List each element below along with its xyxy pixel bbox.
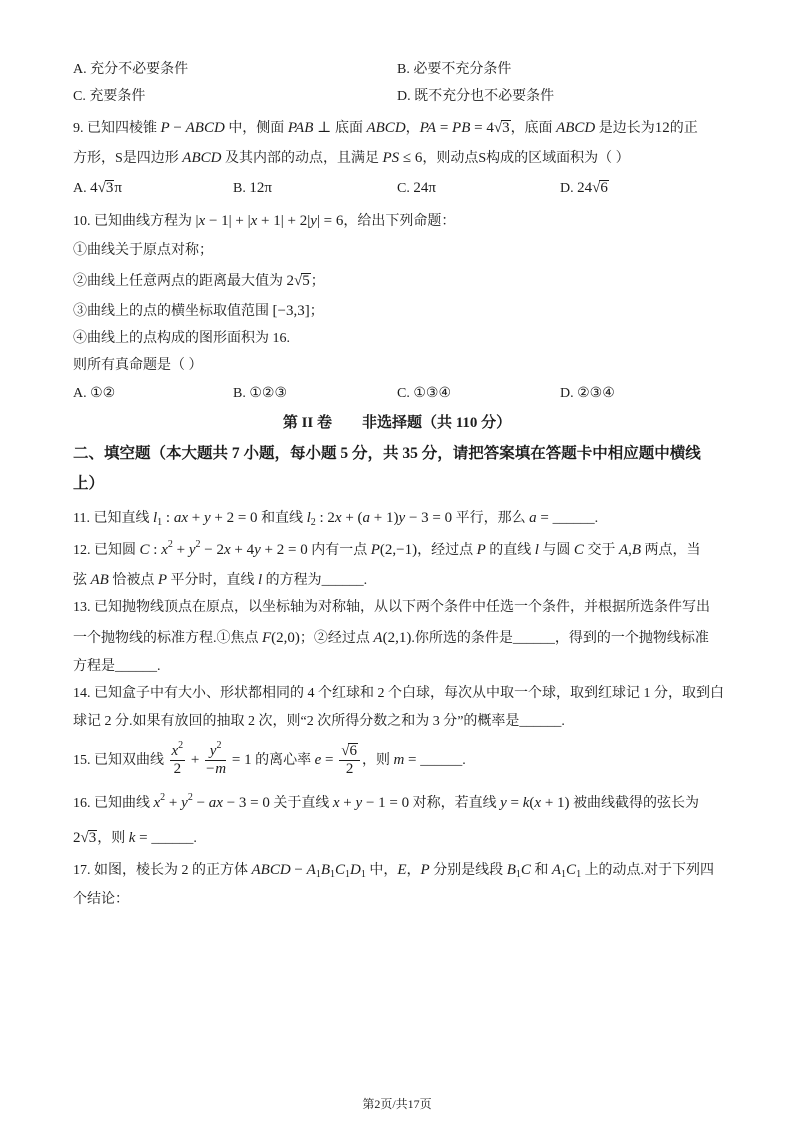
fraction-denominator: −m — [205, 761, 227, 778]
text-run: 恰被点 — [108, 573, 158, 588]
q10-stem — [73, 211, 455, 232]
text-run: 弦 — [73, 573, 91, 588]
math-expression: : 2 — [315, 510, 335, 526]
math-variable: PA — [419, 120, 437, 136]
text-run: 与圆 — [538, 543, 574, 558]
fraction-numerator — [170, 740, 186, 761]
text-run: ； — [310, 274, 325, 289]
text-run: ， — [406, 863, 421, 878]
math-variable: B — [320, 862, 330, 878]
math-variable: A — [306, 862, 316, 878]
math-expression: = — [506, 795, 523, 811]
text-run: 9. 已知四棱锥 — [73, 121, 161, 136]
math-variable: AB — [90, 572, 109, 588]
text-run: 分别是线段 — [429, 863, 507, 878]
subscript: 2 — [310, 517, 316, 528]
math-expression: − — [290, 862, 307, 878]
math-expression: (2,0) — [271, 630, 300, 646]
math-expression: (2,−1) — [379, 542, 418, 558]
math-expression: = — [321, 752, 338, 768]
text-run: ，则动点S构成的区域面积为（ ） — [422, 151, 630, 166]
radicand: 3 — [88, 830, 97, 846]
radicand: 6 — [349, 743, 357, 760]
math-variable: B — [506, 862, 516, 878]
q10-proposition-3 — [73, 301, 324, 322]
math-variable: C — [334, 862, 345, 878]
math-variable: A — [373, 630, 383, 646]
math-variable: C — [573, 542, 584, 558]
math-variable: y — [254, 542, 261, 558]
math-variable: y — [181, 795, 188, 811]
math-variable: a — [362, 510, 371, 526]
math-expression: 12π — [249, 180, 272, 196]
math-variable: y — [355, 795, 363, 811]
math-expression: : — [149, 542, 162, 558]
math-variable: x — [332, 795, 340, 811]
q10-option-b: B. ①②③ — [233, 386, 287, 401]
q8-option-d: D. 既不充分也不必要条件 — [397, 89, 555, 104]
page-number: 第2页/共17页 — [362, 1097, 432, 1111]
superscript: 2 — [160, 792, 166, 803]
math-variable: x — [161, 542, 168, 558]
math-variable: PS — [382, 150, 400, 166]
text-run: 和直线 — [257, 511, 307, 526]
text-run: ______. — [151, 831, 197, 846]
math-expression: = 4 — [470, 120, 494, 136]
answer-blank: ______. — [420, 753, 466, 768]
radical-sign: √ — [341, 743, 350, 760]
q16-stem-line-2 — [73, 828, 197, 849]
text-run: D. — [560, 181, 578, 196]
math-expression: + 1) — [370, 510, 399, 526]
text-run: ，给出下列命题： — [343, 214, 456, 229]
math-expression: − 1| + | — [205, 213, 251, 229]
q14-stem-line-1: 14. 已知盒子中有大小、形状都相同的 4 个红球和 2 个白球，每次从中取一个球，取到红球记 1 分，取到白 — [73, 686, 724, 701]
math-expression: ⊥ — [313, 120, 335, 136]
part-heading-line-1: 二、填空题（本大题共 7 小题，每小题 5 分，共 35 分，请把答案填在答题卡中相应题中横线 — [73, 445, 701, 462]
fraction-x-squared-over-2 — [170, 740, 186, 778]
math-variable: y — [398, 510, 406, 526]
radical-sign: √ — [592, 180, 601, 196]
text-run: 的离心率 — [251, 753, 315, 768]
math-variable: l — [306, 510, 311, 526]
math-variable: P — [476, 542, 486, 558]
q9-stem-line-1 — [73, 118, 698, 139]
math-variable: C — [139, 542, 150, 558]
math-variable: e — [314, 752, 322, 768]
q10-option-c: C. ①③④ — [397, 386, 451, 401]
section-label: 第 II 卷 — [282, 415, 332, 431]
math-expression: = — [404, 752, 421, 768]
math-expression: − 3 = 0 — [222, 795, 270, 811]
q12-stem-line-2 — [73, 570, 367, 591]
superscript: 2 — [187, 792, 193, 803]
math-variable: ax — [208, 795, 223, 811]
math-expression: | — [195, 213, 199, 229]
math-expression: | = 6 — [316, 213, 344, 229]
math-variable: l — [534, 542, 539, 558]
q10-proposition-4: ④曲线上的点构成的图形面积为 16. — [73, 331, 290, 346]
q12-stem-line-1 — [73, 540, 701, 561]
math-variable: a — [529, 510, 537, 526]
text-run: 一个抛物线的标准方程.①焦点 — [73, 631, 262, 646]
text-run: ______. — [552, 511, 599, 526]
fraction-sqrt6-over-2 — [339, 743, 360, 778]
math-variable: PB — [452, 120, 471, 136]
text-run: 16. 已知曲线 — [73, 796, 154, 811]
math-expression: : — [162, 510, 174, 526]
math-variable: x — [153, 795, 161, 811]
math-expression: + 2 = 0 — [210, 510, 258, 526]
text-run: 内有一点 — [307, 543, 371, 558]
text-run: 方形，S是四边形 — [73, 151, 183, 166]
math-expression: ( — [529, 795, 535, 811]
math-variable: y — [188, 542, 196, 558]
q11-stem — [73, 508, 598, 529]
section-title — [0, 413, 794, 433]
math-variable: F — [262, 630, 272, 646]
fraction-denominator: 2 — [345, 761, 354, 778]
text-run: 平分时，直线 — [167, 573, 258, 588]
math-variable: x — [250, 213, 258, 229]
q14-stem-line-2: 球记 2 分.如果有放回的抽取 2 次，则“2 次所得分数之和为 3 分”的概率是______. — [73, 714, 565, 729]
q8-option-b: B. 必要不充分条件 — [397, 62, 512, 77]
text-run: 交于 — [583, 543, 619, 558]
math-expression: + — [187, 752, 204, 768]
text-run: 的方程为______. — [262, 573, 368, 588]
radicand: 3 — [502, 120, 510, 136]
text-run: ；②经过点 — [299, 631, 374, 646]
text-run: ，底面 — [510, 121, 557, 136]
math-expression: 4 — [90, 180, 98, 196]
math-variable: ABCD — [182, 150, 222, 166]
math-variable: x — [334, 510, 342, 526]
q9-option-d — [560, 178, 609, 199]
math-variable: x — [171, 743, 179, 760]
q8-option-a: A. 充分不必要条件 — [73, 62, 189, 77]
math-variable: y — [203, 510, 211, 526]
math-variable: x — [223, 542, 231, 558]
subscript: 1 — [329, 869, 335, 880]
q10-proposition-2 — [73, 271, 325, 292]
math-variable: l — [152, 510, 158, 526]
text-run: ，则 — [97, 831, 129, 846]
q13-stem-line-1: 13. 已知抛物线顶点在原点，以坐标轴为对称轴，从以下两个条件中任选一个条件，并根据所选条件写出 — [73, 600, 710, 615]
text-run: ②曲线上任意两点的距离最大值为 — [73, 274, 287, 289]
subscript: 1 — [515, 869, 521, 880]
math-expression: + — [172, 542, 189, 558]
subscript: 1 — [315, 869, 321, 880]
text-run: 12. 已知圆 — [73, 543, 140, 558]
superscript: 2 — [195, 539, 201, 550]
q13-stem-line-3: 方程是______. — [73, 659, 161, 674]
math-expression: = — [536, 510, 553, 526]
math-variable: A — [551, 862, 562, 878]
subscript: 1 — [157, 517, 163, 528]
text-run: 两点，当 — [641, 543, 701, 558]
math-expression: π — [114, 180, 122, 196]
math-expression: = — [436, 120, 453, 136]
q16-stem-line-1 — [73, 793, 699, 814]
fraction-numerator — [205, 740, 226, 761]
math-variable: ABCD — [251, 862, 291, 878]
text-run: .你所选的条件是______，得到的一个抛物线标准 — [411, 631, 709, 646]
radical-sign: √ — [97, 180, 106, 196]
math-expression: 2 — [73, 830, 81, 846]
subscript: 1 — [576, 869, 582, 880]
math-expression: [−3,3] — [272, 303, 310, 319]
text-run: ， — [405, 121, 420, 136]
math-expression: = — [135, 830, 152, 846]
text-run: 被曲线截得的弦长为 — [569, 796, 700, 811]
q17-stem-line-1 — [73, 860, 714, 881]
math-variable: P — [157, 572, 167, 588]
q10-option-a: A. ①② — [73, 386, 116, 401]
radicand: 5 — [302, 273, 310, 289]
q15-stem — [73, 740, 466, 781]
math-variable: B — [631, 542, 642, 558]
math-variable: D — [350, 862, 361, 878]
math-variable: C — [566, 862, 577, 878]
text-run: 及其内部的动点，且满足 — [221, 151, 383, 166]
text-run: 10. 已知曲线方程为 — [73, 214, 196, 229]
math-variable: C — [520, 862, 531, 878]
math-variable: l — [258, 572, 263, 588]
math-expression: (2,1) — [382, 630, 412, 646]
part-heading-line-2: 上） — [73, 475, 105, 492]
math-expression: 12 — [654, 120, 670, 136]
math-variable: m — [393, 752, 405, 768]
text-run: 底面 — [334, 121, 367, 136]
math-variable: x — [534, 795, 542, 811]
math-expression: + 1| + 2| — [257, 213, 311, 229]
subscript: 1 — [360, 869, 366, 880]
q9-option-a — [73, 178, 122, 199]
text-run: ，经过点 — [417, 543, 477, 558]
math-variable: P — [160, 120, 170, 136]
text-run: 的正 — [669, 121, 698, 136]
text-run: 上的动点.对于下列四 — [581, 863, 715, 878]
math-variable: PAB — [287, 120, 314, 136]
text-run: 17. 如图，棱长为 2 的正方体 — [73, 863, 252, 878]
math-expression: + — [165, 795, 182, 811]
math-expression: − 1 = 0 — [362, 795, 410, 811]
fraction-denominator: 2 — [173, 761, 182, 778]
math-expression: = 1 — [228, 752, 252, 768]
subscript: 1 — [561, 869, 567, 880]
text-run: 15. 已知双曲线 — [73, 753, 168, 768]
text-run: ； — [309, 304, 324, 319]
text-run: ③曲线上的点的横坐标取值范围 — [73, 304, 273, 319]
math-variable: y — [209, 743, 217, 760]
math-variable: y — [310, 213, 317, 229]
math-expression: + 4 — [230, 542, 255, 558]
superscript: 2 — [178, 740, 184, 752]
math-variable: x — [198, 213, 206, 229]
text-run: 关于直线 — [269, 796, 333, 811]
math-variable: E — [397, 862, 407, 878]
math-variable: P — [420, 862, 430, 878]
radical-sign: √ — [294, 273, 303, 289]
radical-sign: √ — [493, 120, 503, 136]
math-expression: 24π — [413, 180, 436, 196]
math-expression: , — [628, 542, 632, 558]
math-expression: + — [188, 510, 204, 526]
radicand: 3 — [105, 180, 114, 196]
text-run: ，则 — [361, 753, 394, 768]
math-expression: ≤ 6 — [399, 150, 423, 166]
q9-option-b — [233, 178, 272, 199]
text-run: B. — [233, 181, 250, 196]
q10-option-d: D. ②③④ — [560, 386, 615, 401]
math-expression: − 3 = 0 — [405, 510, 453, 526]
math-variable: ABCD — [185, 120, 225, 136]
math-expression: 24 — [577, 180, 593, 196]
math-expression: − — [169, 120, 186, 136]
text-run: 对称，若直线 — [409, 796, 501, 811]
section-subtitle: 非选择题（共 110 分） — [362, 415, 512, 431]
q13-stem-line-2 — [73, 628, 709, 649]
math-expression: 2 — [286, 273, 294, 289]
text-run: C. — [397, 181, 414, 196]
q8-option-c: C. 充要条件 — [73, 89, 146, 104]
math-expression: − — [192, 795, 209, 811]
math-expression: + ( — [341, 510, 363, 526]
radical-sign: √ — [80, 830, 89, 846]
q9-stem-line-2 — [73, 148, 630, 169]
math-expression: + 2 = 0 — [260, 542, 308, 558]
superscript: 2 — [167, 539, 173, 550]
fraction-numerator — [339, 743, 360, 761]
text-run: 是边长为 — [595, 121, 655, 136]
text-run: 平行，那么 — [452, 511, 530, 526]
text-run: 和 — [530, 863, 552, 878]
math-variable: k — [128, 830, 136, 846]
math-expression: + — [339, 795, 356, 811]
math-variable: k — [522, 795, 530, 811]
fraction-y-squared-over-minus-m — [205, 740, 227, 778]
text-run: 中， — [365, 863, 398, 878]
q17-stem-line-2: 个结论： — [73, 892, 129, 907]
text-run: 的直线 — [485, 543, 535, 558]
text-run: 中，侧面 — [224, 121, 288, 136]
q9-option-c — [397, 178, 436, 199]
math-expression: + 1) — [541, 795, 570, 811]
subscript: 1 — [345, 869, 350, 880]
q10-proposition-1: ①曲线关于原点对称； — [73, 243, 213, 258]
math-variable: ax — [173, 510, 188, 526]
math-variable: ABCD — [556, 120, 596, 136]
text-run: 11. 已知直线 — [73, 511, 153, 526]
superscript: 2 — [216, 740, 222, 752]
text-run: A. — [73, 181, 91, 196]
math-expression: − 2 — [200, 542, 224, 558]
math-variable: ABCD — [366, 120, 406, 136]
math-variable: A — [618, 542, 629, 558]
math-variable: y — [500, 795, 507, 811]
q10-question: 则所有真命题是（ ） — [73, 358, 203, 373]
math-variable: P — [370, 542, 380, 558]
radicand: 6 — [600, 180, 608, 196]
